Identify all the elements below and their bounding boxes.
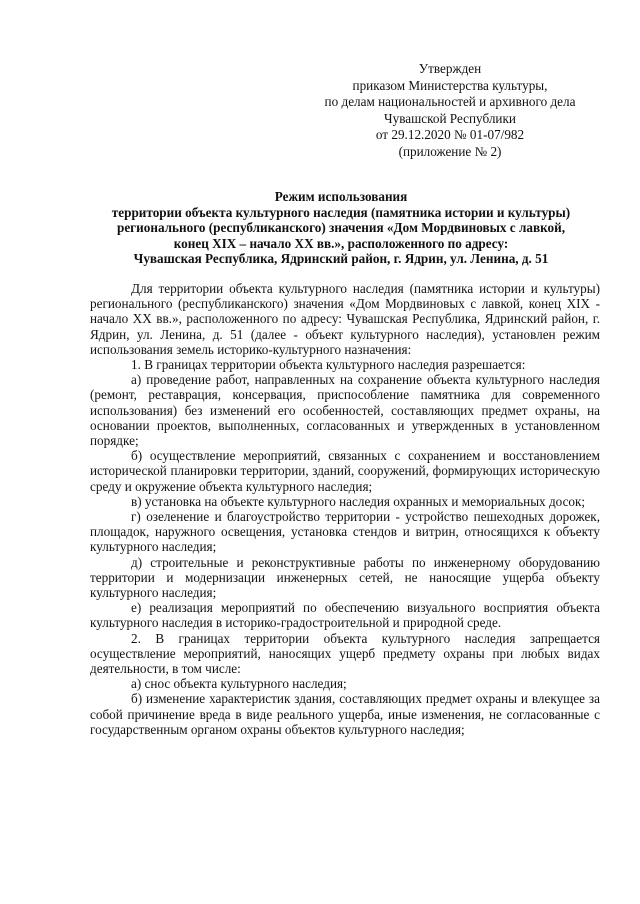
- section-2-item-a: а) снос объекта культурного наследия;: [131, 676, 347, 692]
- approval-line: по делам национальностей и архивного дела: [324, 94, 576, 110]
- approval-block: [300, 61, 600, 161]
- approval-line: приказом Министерства культуры,: [352, 77, 548, 93]
- section-2-heading: 2. В границах территории объекта культурного наследия запрещается осуществление мероприятий, наносящих ущерб предмету охраны при любых видах деятельности, в том числе:: [90, 630, 600, 677]
- approval-line: Утвержден: [418, 61, 482, 76]
- intro-paragraph: Для территории объекта культурного наследия (памятника истории и культуры) регионального (республиканского) значения «Дом Мордвиновых с лавкой, конец XIX - начало XX вв.», расположенного по адресу: Чувашская Республика, Ядринский район, г. Ядрин, ул. Ленина, д. 51 (далее - объект культурного наследия), установлен режим использования земель историко-культурного назначения:: [90, 281, 600, 357]
- section-1-item-e: д) строительные и реконструктивные работы по инженерному оборудованию территории и модернизации инженерных сетей, не наносящие ущерба объекту культурного наследия;: [90, 554, 600, 601]
- section-1-item-b: б) осуществление мероприятий, связанных с сохранением и восстановлением исторической планировки территории, зданий, сооружений, формирующих историческую среду и окружение объекта культурного наследия;: [90, 448, 600, 494]
- section-1-item-f: е) реализация мероприятий по обеспечению визуального восприятия объекта культурного наследия в историко-градостроительной и природной среде.: [90, 600, 600, 631]
- section-1-heading: 1. В границах территории объекта культурного наследия разрешается:: [131, 357, 526, 373]
- document-body: [90, 281, 600, 737]
- document-title: [85, 189, 597, 267]
- title-line: Чувашская Республика, Ядринский район, г. Ядрин, ул. Ленина, д. 51: [133, 251, 549, 267]
- approval-line: от 29.12.2020 № 01-07/982: [375, 127, 525, 143]
- approval-line: (приложение № 2): [398, 143, 502, 159]
- title-line: территории объекта культурного наследия (памятника истории и культуры): [111, 204, 571, 220]
- title-line: конец XIX – начало XX вв.», расположенного по адресу:: [173, 235, 509, 251]
- section-1-item-a: а) проведение работ, направленных на сохранение объекта культурного наследия (ремонт, реставрация, консервация, приспособление памятника для современного использования) без изменений его особенностей, составляющих предмет охраны, на основании проектов, выполненных, согласованных и утвержденных в установленном порядке;: [90, 372, 600, 449]
- title-line: регионального (республиканского) значения «Дом Мордвиновых с лавкой,: [116, 220, 565, 236]
- section-1-item-d: г) озеленение и благоустройство территории - устройство пешеходных дорожек, площадок, наружного освещения, установка стендов и витрин, относящихся к объекту культурного наследия;: [90, 509, 600, 555]
- section-2-item-b: б) изменение характеристик здания, составляющих предмет охраны и влекущее за собой причинение вреда в виде реального ущерба, иные изменения, не согласованные с государственным органом охраны объектов культурного наследия;: [90, 691, 600, 737]
- approval-line: Чувашской Республики: [384, 110, 516, 126]
- title-line: Режим использования: [274, 189, 408, 204]
- section-1-item-c: в) установка на объекте культурного наследия охранных и мемориальных досок;: [131, 493, 586, 509]
